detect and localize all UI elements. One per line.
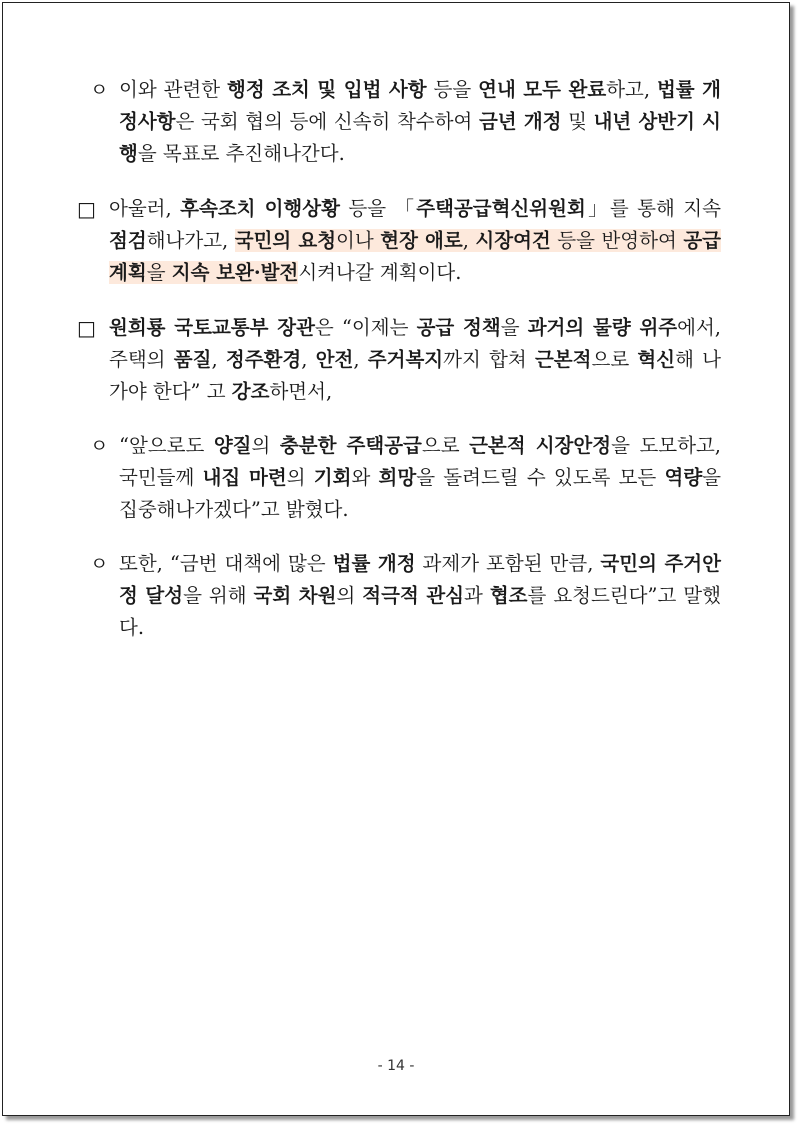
body-text: 의 xyxy=(251,434,280,457)
square-bullet-icon: □ xyxy=(77,197,96,221)
body-text: 하고, xyxy=(606,78,657,101)
emphasis-text: 법률 개정 xyxy=(332,552,416,575)
emphasis-text: 근본적 xyxy=(534,348,592,371)
circle-bullet-icon: ㅇ xyxy=(90,79,109,101)
page-number: - 14 - xyxy=(377,1058,415,1074)
body-text: 하면서, xyxy=(269,380,333,403)
body-text: 시켜나갈 계획이다. xyxy=(298,261,462,284)
emphasis-text: 주거복지 xyxy=(367,348,444,371)
body-text: , xyxy=(462,229,476,252)
emphasis-text: 공급계획 xyxy=(109,229,722,284)
body-text: 까지 합쳐 xyxy=(443,348,535,371)
body-text: , xyxy=(301,348,316,371)
body-text: 을 위해 xyxy=(183,584,254,607)
body-text: 또한, “금번 대책에 많은 xyxy=(119,552,333,575)
body-text: 에서, 주택의 xyxy=(109,316,721,371)
body-text: 과제가 포함된 만큼, xyxy=(415,552,601,575)
body-text: 해나가고, xyxy=(146,229,235,252)
body-text: 및 xyxy=(561,110,594,133)
emphasis-text: 내집 마련 xyxy=(202,466,287,489)
body-text: 을 목표로 추진해나간다. xyxy=(137,142,345,165)
body-text: 의 xyxy=(336,584,363,607)
emphasis-text: 행정 조치 및 입법 사항 xyxy=(227,78,427,101)
body-text: 등을 반영하여 xyxy=(550,229,684,252)
emphasis-text: 적극적 관심 xyxy=(362,584,465,607)
emphasis-text: 정주환경 xyxy=(225,348,302,371)
body-text: 은 국회 협의 등에 신속히 착수하여 xyxy=(175,110,479,133)
body-text: 은 “이제는 xyxy=(314,316,417,339)
paragraph-follow-up-monitoring xyxy=(109,193,721,289)
emphasis-text: 국민의 요청 xyxy=(234,229,337,252)
square-bullet-icon: □ xyxy=(77,316,96,340)
body-text: “앞으로도 xyxy=(119,434,214,457)
body-text: 의 xyxy=(286,466,314,489)
body-text: 등을 xyxy=(426,78,479,101)
body-text: 이나 xyxy=(336,229,381,252)
emphasis-text: 내년 상반기 시행 xyxy=(119,110,722,165)
emphasis-text: 강조 xyxy=(231,380,270,403)
emphasis-text: 점검 xyxy=(109,229,147,252)
emphasis-text: 품질 xyxy=(173,348,212,371)
body-text: 을 xyxy=(500,316,528,339)
body-text: 이와 관련한 xyxy=(119,78,228,101)
body-text: 」를 통해 지속 xyxy=(585,197,721,220)
emphasis-text: 국민의 주거안정 달성 xyxy=(119,552,721,607)
emphasis-text: 희망 xyxy=(378,466,417,489)
emphasis-text: 기회 xyxy=(313,466,352,489)
emphasis-text: 금년 개정 xyxy=(478,110,562,133)
emphasis-text: 충분한 주택공급 xyxy=(279,434,422,457)
emphasis-text: 연내 모두 완료 xyxy=(478,78,607,101)
document-page xyxy=(2,2,790,1116)
body-text: 으로 xyxy=(591,348,638,371)
body-text: , xyxy=(211,348,226,371)
body-text: 을 도모하고, 국민들께 xyxy=(119,434,721,489)
emphasis-text: 협조 xyxy=(489,584,528,607)
emphasis-text: 혁신 xyxy=(637,348,676,371)
body-text: 으로 xyxy=(421,434,470,457)
body-text: , xyxy=(353,348,368,371)
emphasis-text: 공급 정책 xyxy=(416,316,501,339)
emphasis-text: 현장 애로 xyxy=(380,229,463,252)
emphasis-text: 주택공급혁신위원회 xyxy=(416,197,586,220)
emphasis-text: 안전 xyxy=(315,348,354,371)
paragraph-minister-quote-assembly xyxy=(119,548,721,644)
body-text: 아울러, xyxy=(109,197,181,220)
circle-bullet-icon: ㅇ xyxy=(90,553,109,575)
body-text: 을 돌려드릴 수 있도록 모든 xyxy=(416,466,665,489)
body-text: 과 xyxy=(464,584,490,607)
emphasis-text: 시장여건 xyxy=(475,229,551,252)
emphasis-text: 국회 차원 xyxy=(253,584,337,607)
circle-bullet-icon: ㅇ xyxy=(90,435,109,457)
emphasis-text: 원희룡 국토교통부 장관 xyxy=(109,316,315,339)
body-text: 을 집중해나가겠다”고 밝혔다. xyxy=(119,466,722,521)
body-text: 을 xyxy=(146,261,172,284)
emphasis-text: 역량 xyxy=(664,466,703,489)
body-text: 해 나가야 한다” 고 xyxy=(109,348,721,403)
emphasis-text: 양질 xyxy=(213,434,252,457)
body-text: 등을 「 xyxy=(339,197,417,220)
emphasis-text: 근본적 시장안정 xyxy=(469,434,612,457)
paragraph-minister-statement xyxy=(109,312,721,408)
paragraph-minister-quote-supply xyxy=(119,430,721,526)
paragraph-admin-legislation xyxy=(119,74,721,170)
emphasis-text: 후속조치 이행상황 xyxy=(180,197,340,220)
body-text: 를 요청드린다”고 말했다. xyxy=(119,584,721,639)
body-text: 와 xyxy=(351,466,379,489)
emphasis-text: 과거의 물량 위주 xyxy=(527,316,678,339)
emphasis-text: 지속 보완·발전 xyxy=(171,261,299,284)
emphasis-text: 법률 개정사항 xyxy=(119,78,721,133)
